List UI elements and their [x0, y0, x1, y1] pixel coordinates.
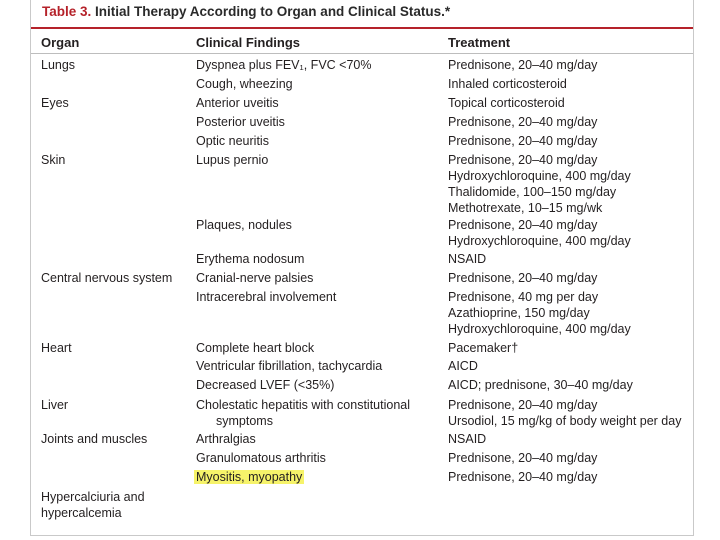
treatment-cell: Topical corticosteroid	[448, 96, 565, 110]
treatment-cell: NSAID	[448, 432, 487, 446]
finding-cell: Arthralgias	[196, 432, 256, 446]
treatment-cell: Prednisone, 20–40 mg/day	[448, 218, 598, 232]
treatment-cell: Inhaled corticosteroid	[448, 77, 567, 91]
organ-cell: Heart	[41, 341, 72, 355]
treatment-cell: Thalidomide, 100–150 mg/day	[448, 185, 617, 199]
finding-cell: Cholestatic hepatitis with constitutional	[196, 398, 411, 412]
finding-cell-cont: symptoms	[216, 414, 273, 428]
treatment-cell: Pacemaker†	[448, 341, 519, 355]
treatment-cell: Hydroxychloroquine, 400 mg/day	[448, 234, 631, 248]
treatment-cell: Prednisone, 20–40 mg/day	[448, 115, 598, 129]
finding-cell: Decreased LVEF (<35%)	[196, 378, 335, 392]
treatment-cell: Azathioprine, 150 mg/day	[448, 306, 590, 320]
treatment-cell: Prednisone, 20–40 mg/day	[448, 451, 598, 465]
title-rule	[31, 27, 693, 29]
header-treatment: Treatment	[448, 35, 511, 50]
finding-cell: Dyspnea plus FEV₁, FVC <70%	[196, 58, 372, 72]
finding-cell: Cranial-nerve palsies	[196, 271, 314, 285]
treatment-cell: NSAID	[448, 252, 487, 266]
finding-cell: Optic neuritis	[196, 134, 269, 148]
treatment-cell: Hydroxychloroquine, 400 mg/day	[448, 169, 631, 183]
finding-cell: Anterior uveitis	[196, 96, 279, 110]
finding-cell: Lupus pernio	[196, 153, 269, 167]
header-rule	[31, 53, 693, 54]
organ-cell: Joints and muscles	[41, 432, 148, 446]
finding-cell: Cough, wheezing	[196, 77, 293, 91]
finding-cell: Complete heart block	[196, 341, 315, 355]
organ-cell: Skin	[41, 153, 66, 167]
finding-cell: Intracerebral involvement	[196, 290, 337, 304]
organ-cell: Lungs	[41, 58, 76, 72]
treatment-cell: Prednisone, 20–40 mg/day	[448, 58, 598, 72]
treatment-cell: Prednisone, 40 mg per day	[448, 290, 599, 304]
treatment-cell: Prednisone, 20–40 mg/day	[448, 271, 598, 285]
finding-cell: Plaques, nodules	[196, 218, 292, 232]
table-number: Table 3.	[42, 4, 92, 19]
organ-cell: Central nervous system	[41, 271, 173, 285]
treatment-cell: Methotrexate, 10–15 mg/wk	[448, 201, 603, 215]
organ-cell-cont: hypercalcemia	[41, 506, 122, 520]
treatment-cell: Ursodiol, 15 mg/kg of body weight per day	[448, 414, 682, 428]
treatment-cell: Hydroxychloroquine, 400 mg/day	[448, 322, 631, 336]
organ-cell: Liver	[41, 398, 69, 412]
treatment-cell: Prednisone, 20–40 mg/day	[448, 398, 598, 412]
organ-cell: Eyes	[41, 96, 69, 110]
organ-cell: Hypercalciuria and	[41, 490, 145, 504]
table-title	[42, 4, 450, 19]
highlighted-text: Myositis, myopathy	[196, 470, 303, 484]
header-organ: Organ	[41, 35, 80, 50]
treatment-cell: Prednisone, 20–40 mg/day	[448, 134, 598, 148]
finding-cell: Posterior uveitis	[196, 115, 285, 129]
finding-cell: Ventricular fibrillation, tachycardia	[196, 359, 383, 373]
treatment-cell: Prednisone, 20–40 mg/day	[448, 153, 598, 167]
treatment-cell: AICD; prednisone, 30–40 mg/day	[448, 378, 633, 392]
table-title-text: Initial Therapy According to Organ and Clinical Status.*	[91, 4, 451, 19]
finding-cell: Erythema nodosum	[196, 252, 305, 266]
header-clinical-findings: Clinical Findings	[196, 35, 301, 50]
finding-cell: Granulomatous arthritis	[196, 451, 326, 465]
treatment-cell: AICD	[448, 359, 478, 373]
treatment-cell: Prednisone, 20–40 mg/day	[448, 470, 598, 484]
finding-cell	[196, 469, 304, 485]
